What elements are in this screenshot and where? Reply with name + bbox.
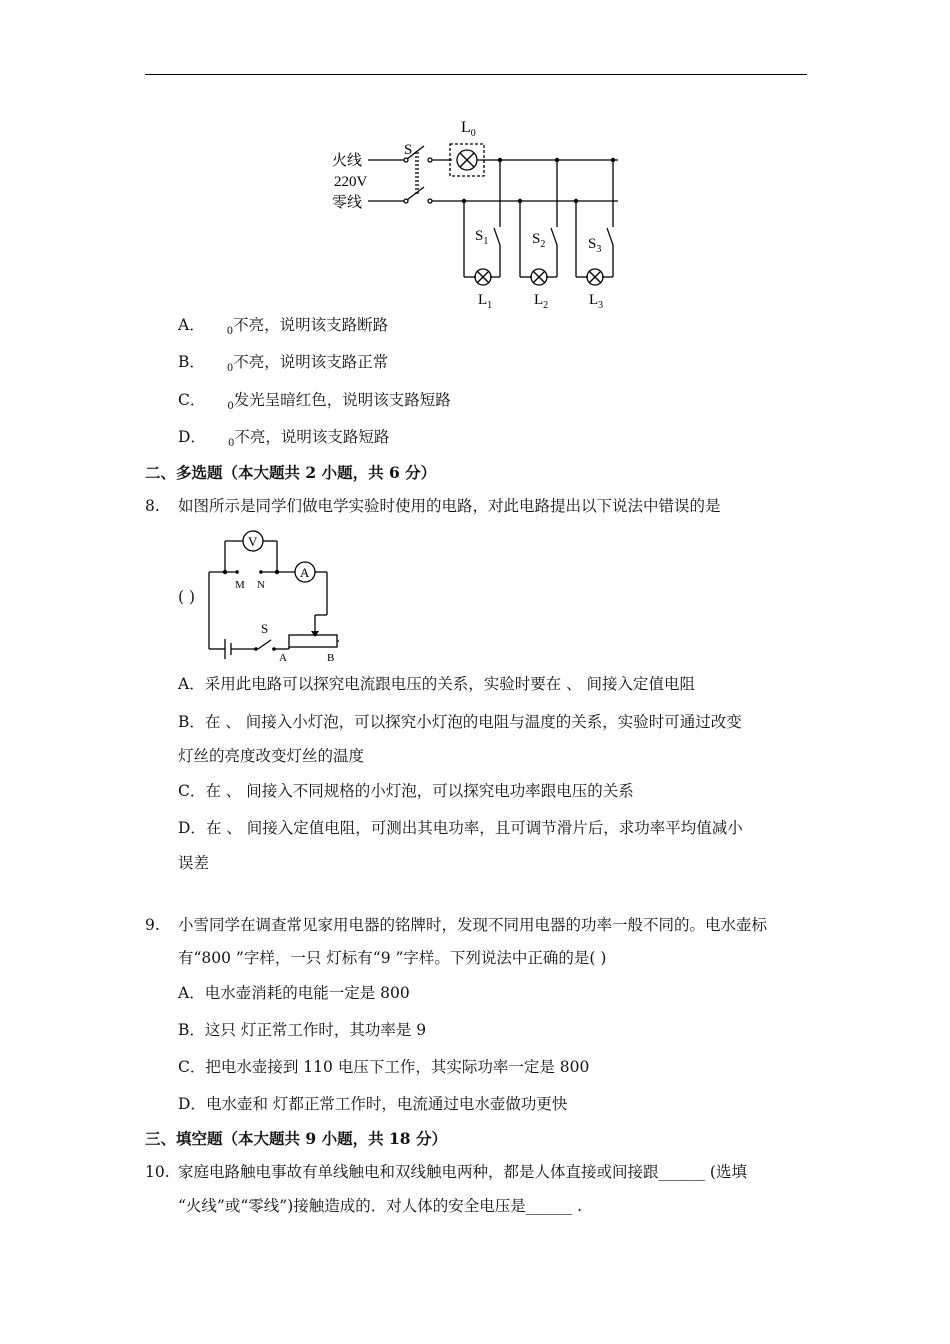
q8-stem: 如图所示是同学们做电学实验时使用的电路，对此电路提出以下说法中错误的是: [178, 497, 721, 515]
q9-option-c[interactable]: [178, 1057, 589, 1077]
option-text: 采用此电路可以探究电流跟电压的关系，实验时要在 、 间接入定值电阻: [204, 675, 696, 693]
q9-stem-line2: 有“800 ”字样，一只 灯标有“9 ”字样。下列说法中正确的是( ): [178, 949, 607, 967]
svg-text:L0: [461, 119, 476, 139]
option-label: D．: [178, 428, 206, 446]
household-circuit-figure: [328, 112, 628, 317]
switch2-sub: 2: [540, 239, 546, 250]
voltmeter-label: V: [248, 534, 258, 549]
switch3-label: S: [588, 236, 597, 252]
lamp3-label: L: [589, 292, 599, 308]
voltage-label: 220V: [334, 174, 368, 190]
q7-option-d[interactable]: [178, 427, 389, 450]
q10-stem-line1: 家庭电路触电事故有单线触电和双线触电两种，都是人体直接或间接跟______ (选填: [178, 1163, 747, 1181]
q8-option-b[interactable]: [178, 712, 742, 732]
option-label: C．: [178, 391, 206, 409]
q9-option-d[interactable]: [178, 1094, 567, 1114]
switch-s-label: S: [261, 621, 269, 636]
lamp0-sub: 0: [470, 128, 476, 139]
option-sub: 0: [227, 438, 235, 449]
option-text: 这只 灯正常工作时，其功率是 9: [204, 1021, 427, 1039]
lamp2-sub: 2: [543, 300, 549, 311]
svg-text:S2: [532, 231, 545, 250]
q8-option-c[interactable]: [178, 781, 634, 801]
q10-stem-line2: “火线”或“零线”)接触造成的．对人体的安全电压是______ .: [178, 1197, 583, 1215]
rheostat-a-label: A: [279, 652, 287, 664]
option-label: A．: [178, 316, 205, 334]
fire-line-label: 火线: [332, 153, 363, 169]
switch1-sub: 1: [483, 236, 489, 247]
option-label: B．: [178, 1021, 205, 1039]
experiment-circuit-figure: [205, 525, 345, 665]
q9-stem-line1: 小雪同学在调查常见家用电器的铭牌时，发现不同用电器的功率一般不同的。电水壶标: [178, 916, 768, 934]
option-text: 把电水壶接到 110 电压下工作，其实际功率一定是 800: [205, 1058, 590, 1076]
q8-number: 8.: [145, 497, 160, 515]
q7-option-c[interactable]: [178, 390, 451, 413]
lamp0-label: L: [461, 119, 471, 136]
q8-paren: ( ): [178, 588, 196, 606]
option-label: B．: [178, 713, 205, 731]
point-n-label: N: [257, 579, 265, 591]
svg-text:L2: [534, 292, 548, 311]
lamp2-label: L: [534, 292, 544, 308]
section3-title: 三、填空题（本大题共 9 小题，共 18 分）: [145, 1129, 447, 1148]
q9-option-b[interactable]: [178, 1020, 426, 1040]
option-text: 不亮，说明该支路正常: [233, 353, 389, 371]
lamp1-sub: 1: [487, 300, 493, 311]
option-text: 在 、 间接入小灯泡，可以探究小灯泡的电阻与温度的关系，实验时可通过改变: [204, 713, 742, 731]
option-sub: 0: [226, 326, 234, 337]
rheostat-b-label: B: [327, 652, 335, 664]
ammeter-label: A: [300, 565, 310, 580]
q8-option-d[interactable]: [178, 818, 743, 838]
svg-text:S1: [475, 228, 488, 247]
q8-option-d-cont: 误差: [178, 854, 210, 872]
svg-text:L3: [589, 292, 603, 311]
option-label: A．: [178, 675, 205, 693]
point-m-label: M: [235, 579, 245, 591]
option-text: 发光呈暗红色，说明该支路短路: [233, 391, 451, 409]
option-label: A．: [178, 984, 205, 1002]
q8-option-b-cont: 灯丝的亮度改变灯丝的温度: [178, 747, 365, 765]
option-label: D．: [178, 1095, 206, 1113]
lamp1-label: L: [478, 292, 488, 308]
q7-option-a[interactable]: [178, 315, 388, 338]
q7-option-b[interactable]: [178, 352, 388, 375]
header-rule: [145, 74, 807, 75]
option-text: 在 、 间接入定值电阻，可测出其电功率，且可调节滑片后，求功率平均值减小: [205, 819, 743, 837]
option-sub: 0: [226, 363, 234, 374]
q10-number: 10.: [145, 1163, 170, 1181]
zero-line-label: 零线: [332, 195, 363, 211]
option-label: B．: [178, 353, 205, 371]
switch2-label: S: [532, 231, 541, 247]
switch1-label: S: [475, 228, 484, 244]
q9-option-a[interactable]: [178, 983, 410, 1003]
option-label: C．: [178, 782, 206, 800]
lamp3-sub: 3: [598, 300, 604, 311]
option-text: 电水壶和 灯都正常工作时，电流通过电水壶做功更快: [205, 1095, 568, 1113]
main-switch-label: S: [404, 142, 413, 158]
option-text: 不亮，说明该支路短路: [234, 428, 390, 446]
switch3-sub: 3: [596, 244, 602, 255]
svg-text:S3: [588, 236, 601, 255]
option-text: 电水壶消耗的电能一定是 800: [204, 984, 410, 1002]
option-text: 在 、 间接入不同规格的小灯泡，可以探究电功率跟电压的关系: [205, 782, 634, 800]
option-label: D．: [178, 819, 206, 837]
svg-text:L1: [478, 292, 492, 311]
q8-option-a[interactable]: [178, 674, 695, 694]
option-label: C．: [178, 1058, 206, 1076]
option-text: 不亮，说明该支路断路: [233, 316, 389, 334]
option-sub: 0: [227, 401, 234, 412]
section2-title: 二、多选题（本大题共 2 小题，共 6 分）: [145, 463, 437, 482]
q9-number: 9.: [145, 916, 160, 934]
